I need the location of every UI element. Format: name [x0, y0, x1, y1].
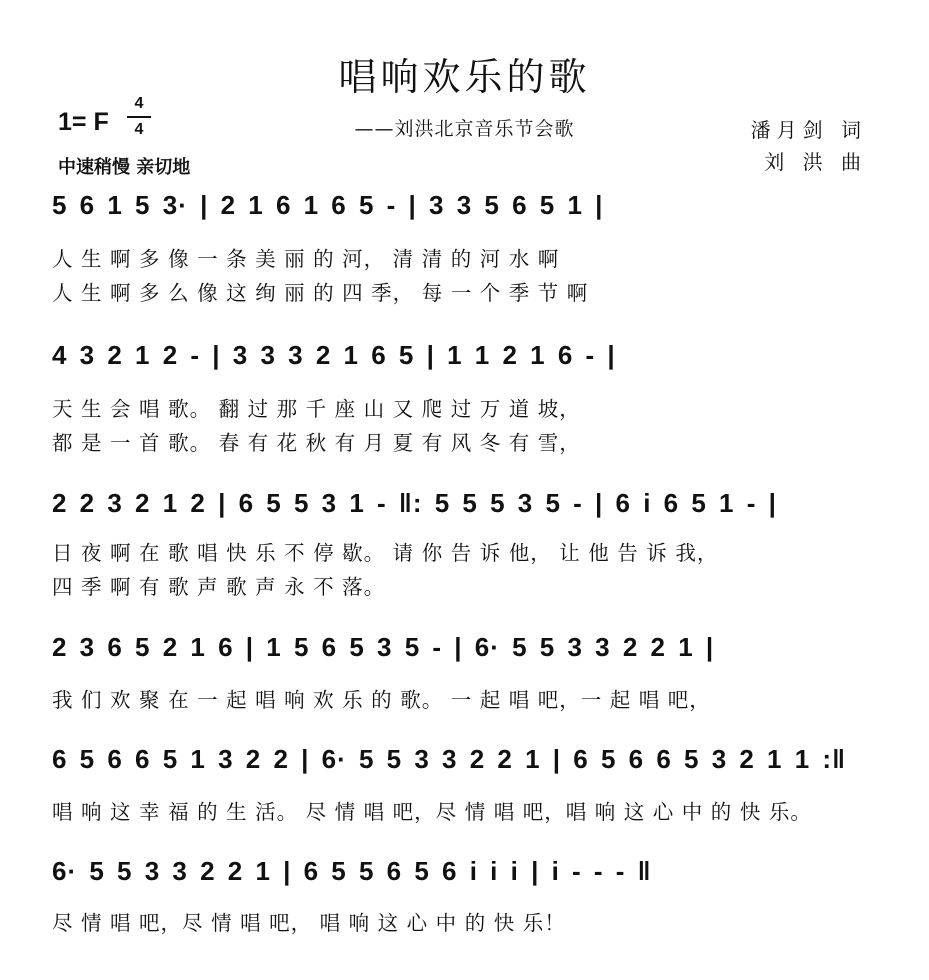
- lyric-line-4: 我 们 欢 聚 在 一 起 唱 响 欢 乐 的 歌。 一 起 唱 吧，一 起 唱 吧，: [52, 688, 711, 712]
- song-subtitle: ——刘洪北京音乐节会歌: [354, 118, 575, 140]
- lyricist-credit: 潘月剑 词: [750, 118, 867, 142]
- notation-line-6: 6· 5 5 3 3 2 2 1 | 6 5 5 6 5 6 i i i | i - - - ‖: [52, 856, 652, 886]
- lyric-line-6: 尽 情 唱 吧，尽 情 唱 吧， 唱 响 这 心 中 的 快 乐！: [52, 911, 566, 935]
- lyric-line-5: 唱 响 这 幸 福 的 生 活。 尽 情 唱 吧，尽 情 唱 吧，唱 响 这 心 中 的 快 乐。: [52, 800, 812, 824]
- notation-line-5: 6 5 6 6 5 1 3 2 2 | 6· 5 5 3 3 2 2 1 | 6 5 6 6 5 3 2 1 1 :‖: [52, 744, 847, 774]
- notation-line-4: 2 3 6 5 2 1 6 | 1 5 6 5 3 5 - | 6· 5 5 3 3 2 2 1 |: [52, 632, 715, 662]
- lyric-line-2-verse-1: 天 生 会 唱 歌。 翻 过 那 千 座 山 又 爬 过 万 道 坡，: [52, 397, 581, 421]
- tempo-marking: 中速稍慢 亲切地: [58, 157, 191, 178]
- lyric-line-1-verse-1: 人 生 啊 多 像 一 条 美 丽 的 河， 清 清 的 河 水 啊: [52, 247, 560, 271]
- notation-line-3: 2 2 3 2 1 2 | 6 5 5 3 1 - ‖: 5 5 5 3 5 - | 6 i 6 5 1 - |: [52, 488, 777, 518]
- composer-credit: 刘 洪 曲: [764, 150, 867, 174]
- notation-line-2: 4 3 2 1 2 - | 3 3 3 2 1 6 5 | 1 1 2 1 6 - |: [52, 340, 616, 370]
- song-title: 唱响欢乐的歌: [338, 55, 591, 99]
- lyric-line-2-verse-2: 都 是 一 首 歌。 春 有 花 秋 有 月 夏 有 风 冬 有 雪，: [52, 431, 581, 455]
- lyric-line-1-verse-2: 人 生 啊 多 么 像 这 绚 丽 的 四 季， 每 一 个 季 节 啊: [52, 281, 589, 305]
- key-signature: 1= F: [58, 108, 109, 136]
- lyric-line-3-verse-1: 日 夜 啊 在 歌 唱 快 乐 不 停 歇。 请 你 告 诉 他， 让 他 告 诉 我，: [52, 541, 719, 565]
- time-signature-top: 4: [134, 95, 144, 112]
- notation-line-1: 5 6 1 5 3· | 2 1 6 1 6 5 - | 3 3 5 6 5 1 |: [52, 190, 604, 220]
- time-signature-bottom: 4: [134, 121, 144, 138]
- lyric-line-3-verse-2: 四 季 啊 有 歌 声 歌 声 永 不 落。: [52, 575, 386, 599]
